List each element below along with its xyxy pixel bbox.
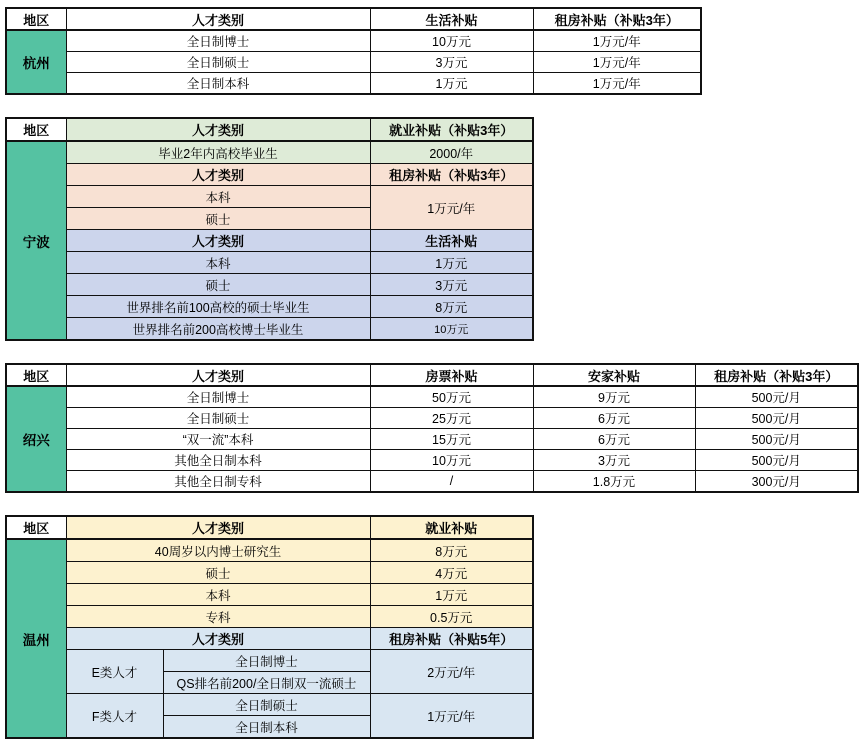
value-cell: 1万元 — [370, 252, 533, 274]
table-row — [6, 408, 858, 429]
category-cell: 硕士 — [66, 562, 370, 584]
value-cell: 1万元/年 — [370, 186, 533, 230]
value-cell: 10万元 — [370, 450, 533, 471]
talent-class-cell: E类人才 — [66, 650, 163, 694]
value-cell: 3万元 — [370, 52, 533, 73]
header-cell: 安家补贴 — [533, 364, 695, 386]
category-cell: 本科 — [66, 186, 370, 208]
table-row — [6, 650, 533, 672]
value-cell: 50万元 — [370, 386, 533, 408]
value-cell: 1.8万元 — [533, 471, 695, 493]
category-cell: 全日制博士 — [66, 30, 370, 52]
header-cell: 就业补贴（补贴3年） — [370, 118, 533, 141]
table-row — [6, 562, 533, 584]
hangzhou-header-row — [6, 8, 701, 30]
subheader-cell: 租房补贴（补贴5年） — [370, 628, 533, 650]
region-cell: 杭州 — [6, 30, 66, 94]
header-cell: 人才类别 — [66, 516, 370, 539]
subheader-cell: 人才类别 — [66, 628, 370, 650]
value-cell: 6万元 — [533, 408, 695, 429]
subheader-cell: 生活补贴 — [370, 230, 533, 252]
value-cell: 500元/月 — [695, 450, 858, 471]
header-cell: 地区 — [6, 8, 66, 30]
table-row — [6, 429, 858, 450]
table-row — [6, 386, 858, 408]
region-cell: 温州 — [6, 539, 66, 738]
value-cell: 10万元 — [370, 318, 533, 341]
table-row — [6, 52, 701, 73]
value-cell: 10万元 — [370, 30, 533, 52]
category-cell: 毕业2年内高校毕业生 — [66, 141, 370, 164]
category-cell: 全日制博士 — [163, 650, 370, 672]
category-cell: 世界排名前100高校的硕士毕业生 — [66, 296, 370, 318]
value-cell: 8万元 — [370, 539, 533, 562]
wenzhou-rent-subheader-row — [6, 628, 533, 650]
category-cell: 硕士 — [66, 208, 370, 230]
value-cell: 300元/月 — [695, 471, 858, 493]
table-row — [6, 141, 533, 164]
region-cell: 宁波 — [6, 141, 66, 340]
table-row — [6, 694, 533, 716]
shaoxing-header-row — [6, 364, 858, 386]
subheader-cell: 人才类别 — [66, 230, 370, 252]
table-row — [6, 30, 701, 52]
value-cell: 3万元 — [533, 450, 695, 471]
value-cell: 8万元 — [370, 296, 533, 318]
header-cell: 租房补贴（补贴3年） — [695, 364, 858, 386]
header-cell: 人才类别 — [66, 118, 370, 141]
header-cell: 地区 — [6, 118, 66, 141]
value-cell: 1万元/年 — [533, 52, 701, 73]
value-cell: 0.5万元 — [370, 606, 533, 628]
value-cell: 2000/年 — [370, 141, 533, 164]
value-cell: 9万元 — [533, 386, 695, 408]
header-cell: 生活补贴 — [370, 8, 533, 30]
header-cell: 地区 — [6, 516, 66, 539]
category-cell: 全日制博士 — [66, 386, 370, 408]
header-cell: 租房补贴（补贴3年） — [533, 8, 701, 30]
category-cell: 40周岁以内博士研究生 — [66, 539, 370, 562]
header-cell: 房票补贴 — [370, 364, 533, 386]
category-cell: 硕士 — [66, 274, 370, 296]
category-cell: 本科 — [66, 584, 370, 606]
category-cell: 其他全日制专科 — [66, 471, 370, 493]
wenzhou-header-row — [6, 516, 533, 539]
value-cell: 3万元 — [370, 274, 533, 296]
header-cell: 人才类别 — [66, 364, 370, 386]
category-cell: 全日制本科 — [163, 716, 370, 739]
category-cell: QS排名前200/全日制双一流硕士 — [163, 672, 370, 694]
header-cell: 就业补贴 — [370, 516, 533, 539]
ningbo-header-row — [6, 118, 533, 141]
value-cell: 25万元 — [370, 408, 533, 429]
table-row — [6, 539, 533, 562]
category-cell: 全日制硕士 — [66, 52, 370, 73]
talent-class-cell: F类人才 — [66, 694, 163, 739]
table-row — [6, 296, 533, 318]
category-cell: 专科 — [66, 606, 370, 628]
table-row — [6, 186, 533, 208]
table-row — [6, 252, 533, 274]
value-cell: 4万元 — [370, 562, 533, 584]
value-cell: 500元/月 — [695, 386, 858, 408]
category-cell: 世界排名前200高校博士毕业生 — [66, 318, 370, 341]
value-cell: 2万元/年 — [370, 650, 533, 694]
category-cell: 全日制硕士 — [163, 694, 370, 716]
value-cell: 500元/月 — [695, 429, 858, 450]
subheader-cell: 租房补贴（补贴3年） — [370, 164, 533, 186]
wenzhou-table — [5, 515, 534, 739]
ningbo-life-subheader-row — [6, 230, 533, 252]
table-row — [6, 584, 533, 606]
value-cell: / — [370, 471, 533, 493]
value-cell: 15万元 — [370, 429, 533, 450]
value-cell: 1万元 — [370, 584, 533, 606]
shaoxing-table — [5, 363, 859, 493]
table-row — [6, 73, 701, 95]
value-cell: 1万元/年 — [370, 694, 533, 739]
table-row — [6, 606, 533, 628]
value-cell: 1万元/年 — [533, 73, 701, 95]
table-row — [6, 471, 858, 493]
header-cell: 人才类别 — [66, 8, 370, 30]
category-cell: “双一流”本科 — [66, 429, 370, 450]
table-row — [6, 450, 858, 471]
category-cell: 全日制本科 — [66, 73, 370, 95]
ningbo-table — [5, 117, 534, 341]
subheader-cell: 人才类别 — [66, 164, 370, 186]
value-cell: 6万元 — [533, 429, 695, 450]
table-row — [6, 318, 533, 341]
value-cell: 500元/月 — [695, 408, 858, 429]
value-cell: 1万元 — [370, 73, 533, 95]
category-cell: 全日制硕士 — [66, 408, 370, 429]
table-row — [6, 274, 533, 296]
region-cell: 绍兴 — [6, 386, 66, 492]
ningbo-rent-subheader-row — [6, 164, 533, 186]
header-cell: 地区 — [6, 364, 66, 386]
category-cell: 本科 — [66, 252, 370, 274]
category-cell: 其他全日制本科 — [66, 450, 370, 471]
value-cell: 1万元/年 — [533, 30, 701, 52]
hangzhou-table — [5, 7, 702, 95]
